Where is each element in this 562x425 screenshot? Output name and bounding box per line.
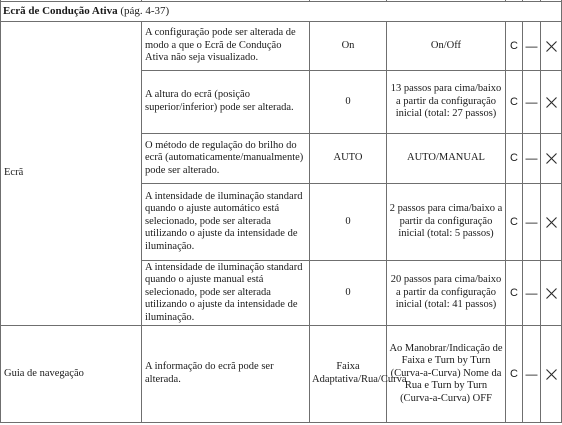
row-description: A intensidade de iluminação standard quando o ajuste automático está selecionado, pode ser alterada utilizando o ajuste da intensidade de iluminação. (142, 184, 310, 261)
page-reference: (pág. 4-37) (120, 5, 170, 18)
row-description: O método de regulação do brilho do ecrã (automaticamente/manualmente) pode ser alterado. (142, 134, 310, 184)
x-mark-icon (541, 184, 562, 261)
dash-mark: — (523, 71, 541, 134)
section-header (1, 2, 562, 22)
table-row (1, 326, 562, 423)
default-value: On (310, 22, 387, 71)
feature-name-navigation: Guia de navegação (1, 326, 142, 423)
dash-mark: — (523, 134, 541, 184)
available-options: Ao Manobrar/Indicação de Faixa e Turn by Turn (Curva-a-Curva) Nome da Rua e Turn by Turn (Curva-a-Curva) OFF (387, 326, 506, 423)
row-description: A altura do ecrã (posição superior/inferior) pode ser alterada. (142, 71, 310, 134)
c-mark: C (506, 261, 523, 326)
section-title: Ecrã de Condução Ativa (3, 5, 118, 18)
x-mark-icon (541, 326, 562, 423)
x-mark-icon (541, 134, 562, 184)
c-mark: C (506, 71, 523, 134)
x-mark-icon (541, 22, 562, 71)
c-mark: C (506, 134, 523, 184)
default-value: 0 (310, 261, 387, 326)
dash-mark: — (523, 184, 541, 261)
default-value: 0 (310, 71, 387, 134)
x-mark-icon (541, 261, 562, 326)
x-mark-icon (541, 71, 562, 134)
available-options: AUTO/MANUAL (387, 134, 506, 184)
c-mark: C (506, 326, 523, 423)
row-description: A informação do ecrã pode ser alterada. (142, 326, 310, 423)
row-description: A configuração pode ser alterada de modo a que o Ecrã de Condução Ativa não seja visualizado. (142, 22, 310, 71)
row-description: A intensidade de iluminação standard quando o ajuste manual está selecionado, pode ser alterada utilizando o ajuste da intensidade de iluminação. (142, 261, 310, 326)
available-options: 20 passos para cima/baixo a partir da configuração inicial (total: 41 passos) (387, 261, 506, 326)
dash-mark: — (523, 326, 541, 423)
default-value: 0 (310, 184, 387, 261)
c-mark: C (506, 184, 523, 261)
table-row (1, 22, 562, 71)
available-options: 13 passos para cima/baixo a partir da configuração inicial (total: 27 passos) (387, 71, 506, 134)
default-value: AUTO (310, 134, 387, 184)
available-options: On/Off (387, 22, 506, 71)
feature-name-display: Ecrã (1, 22, 142, 326)
default-value: Faixa Adaptativa/Rua/Curva (310, 326, 387, 423)
available-options: 2 passos para cima/baixo a partir da configuração inicial (total: 5 passos) (387, 184, 506, 261)
c-mark: C (506, 22, 523, 71)
dash-mark: — (523, 261, 541, 326)
dash-mark: — (523, 22, 541, 71)
section-header-row (1, 2, 562, 22)
